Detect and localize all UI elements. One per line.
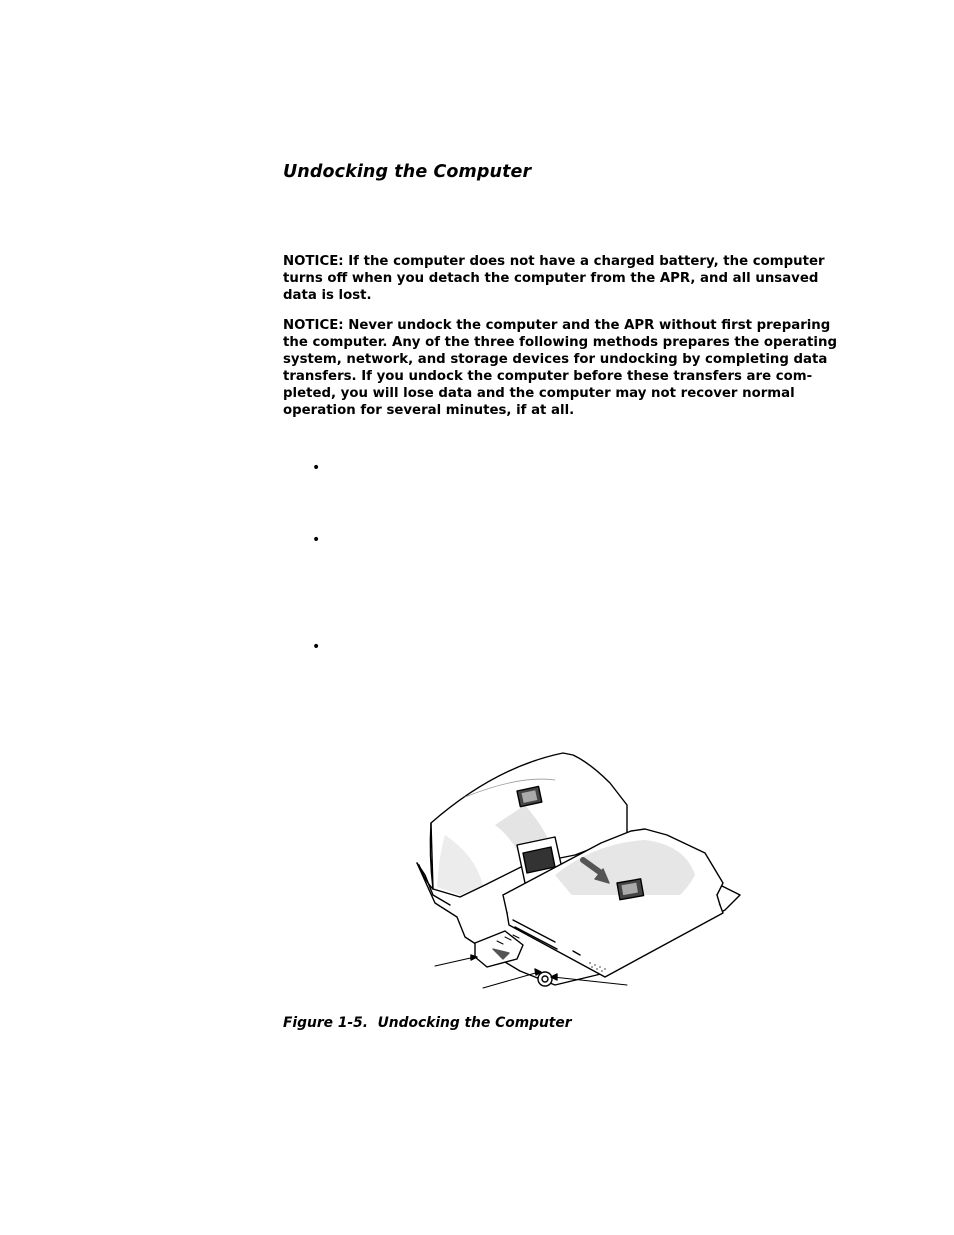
- laptop-logo-icon: [617, 879, 644, 900]
- bullet-marker: •: [312, 639, 321, 655]
- notice-battery: [283, 253, 825, 304]
- notice-line: operation for several minutes, if at all.: [283, 403, 575, 419]
- notice-line: pleted, you will lose data and the computer may not recover normal: [283, 386, 795, 402]
- notice-line: the computer. Any of the three following methods prepares the operating: [283, 335, 837, 351]
- callout-line: [435, 957, 475, 966]
- notice-line: data is lost.: [283, 288, 372, 304]
- notice-line: NOTICE: Never undock the computer and the APR without first preparing: [283, 318, 831, 333]
- callout-line: [483, 972, 539, 988]
- eject-button-icon: [538, 972, 552, 986]
- notice-undock-preparation: [283, 317, 837, 420]
- notice-line: system, network, and storage devices for undocking by completing data: [283, 352, 828, 368]
- bullet-marker: •: [312, 460, 321, 476]
- bullet-marker: •: [312, 532, 321, 548]
- notice-line: transfers. If you undock the computer before these transfers are com-: [283, 369, 813, 385]
- section-heading: Undocking the Computer: [283, 162, 532, 182]
- figure-caption: Figure 1-5. Undocking the Computer: [283, 1015, 572, 1031]
- notice-line: turns off when you detach the computer from the APR, and all unsaved: [283, 271, 819, 287]
- undocking-illustration: [405, 745, 755, 1000]
- notice-line: NOTICE: If the computer does not have a charged battery, the computer: [283, 254, 825, 269]
